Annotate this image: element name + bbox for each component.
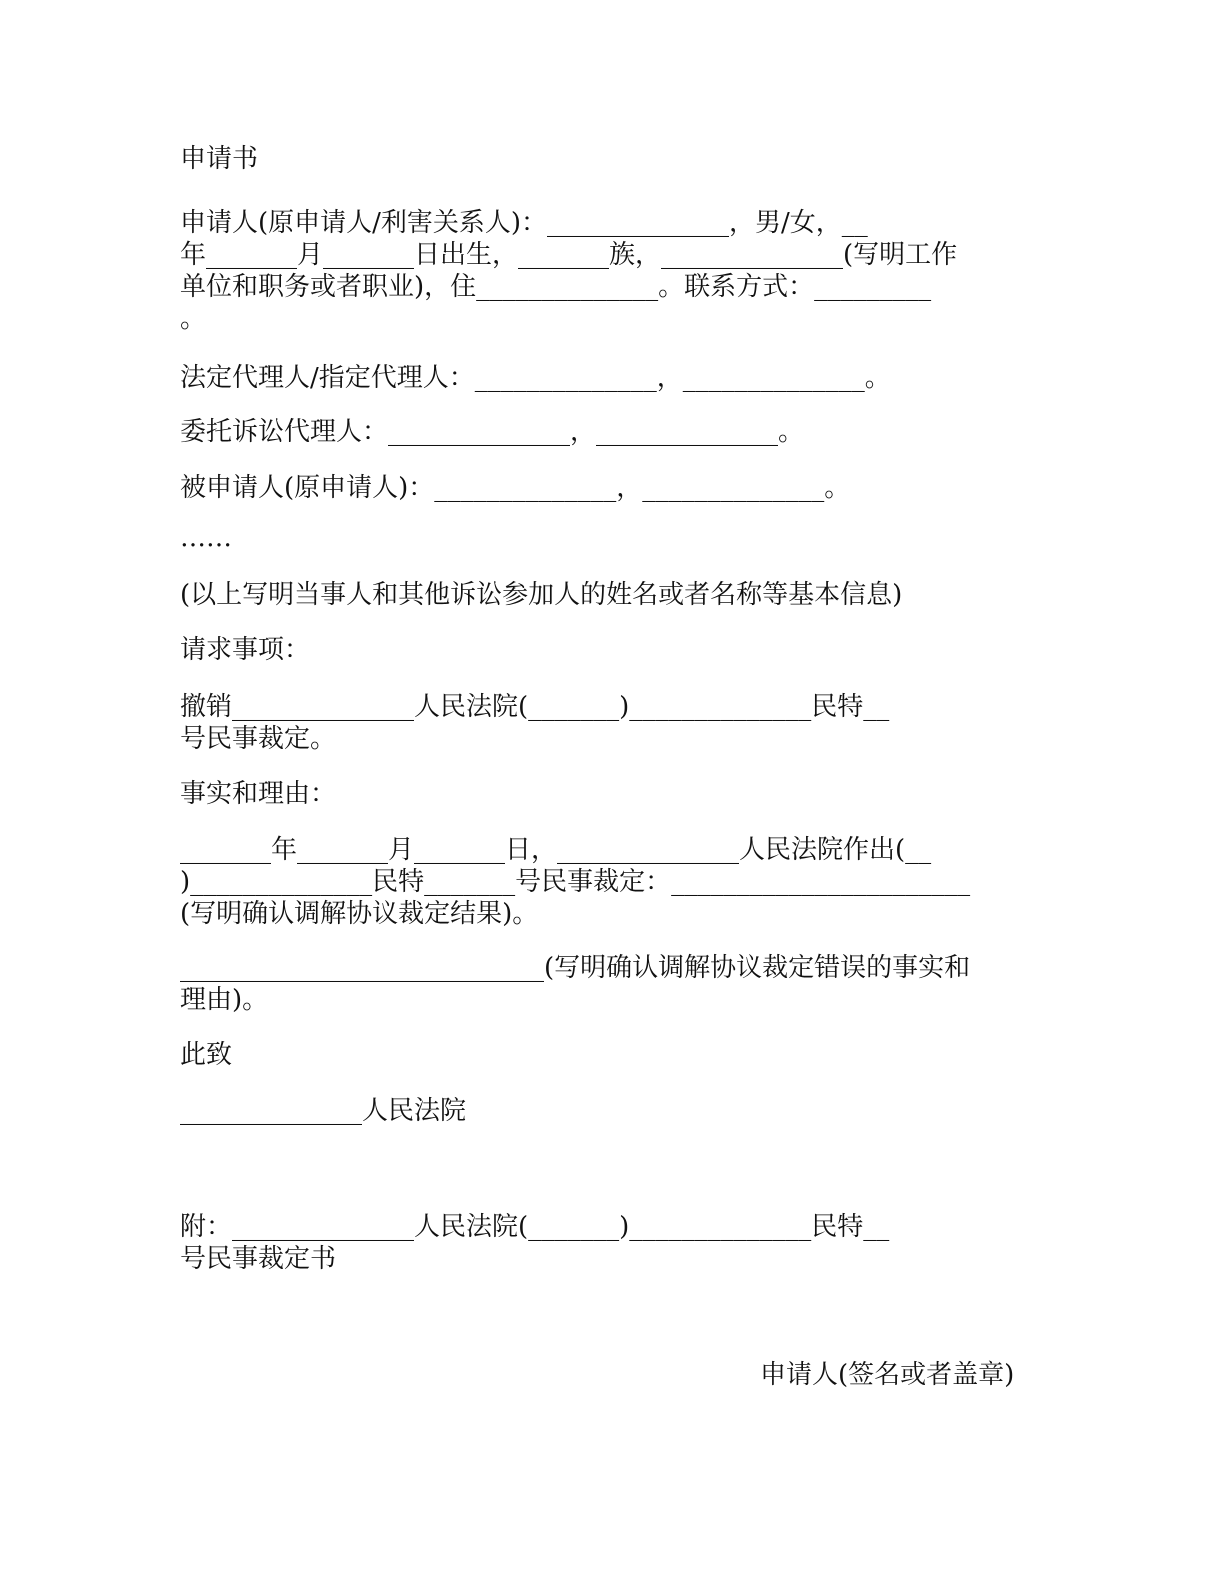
- party-note: (以上写明当事人和其他诉讼参加人的姓名或者名称等基本信息): [180, 580, 903, 610]
- claims-line-1: 撤销______________人民法院(_______)______________民特__: [180, 692, 890, 722]
- attachment-line-2: 号民事裁定书: [180, 1244, 337, 1274]
- signature-line: 申请人(签名或者盖章): [760, 1360, 1015, 1390]
- applicant-line-2: 年_______月_______日出生，_______族，______________(写明工作: [180, 240, 958, 270]
- legal-agent-line: 法定代理人/指定代理人：______________，______________。: [180, 363, 891, 393]
- facts-line-5: 理由)。: [180, 985, 269, 1015]
- claims-heading: 请求事项：: [180, 635, 311, 665]
- applicant-line-3: 单位和职务或者职业)，住______________。联系方式：_________: [180, 272, 932, 302]
- facts-line-3: (写明确认调解协议裁定结果)。: [180, 899, 539, 929]
- respondent-line: 被申请人(原申请人)：______________，______________。: [180, 473, 851, 503]
- facts-line-1: _______年_______月_______日，______________人民法院作出(__: [180, 835, 932, 865]
- court-line: ______________人民法院: [180, 1096, 467, 1126]
- facts-line-2: )______________民特_______号民事裁定：_______________________: [180, 867, 971, 897]
- ellipsis: ……: [180, 523, 232, 553]
- salutation: 此致: [180, 1040, 233, 1070]
- document-title: 申请书: [180, 144, 259, 174]
- facts-heading: 事实和理由：: [180, 779, 337, 809]
- claims-line-2: 号民事裁定。: [180, 724, 337, 754]
- attachment-line-1: 附：______________人民法院(_______)______________民特__: [180, 1212, 890, 1242]
- applicant-line-4: 。: [180, 304, 207, 334]
- litigation-agent-line: 委托诉讼代理人：______________，______________。: [180, 417, 805, 447]
- facts-line-4: ____________________________(写明确认调解协议裁定错误的事实和: [180, 953, 971, 983]
- applicant-line-1: 申请人(原申请人/利害关系人)：______________，男/女，__: [180, 208, 868, 238]
